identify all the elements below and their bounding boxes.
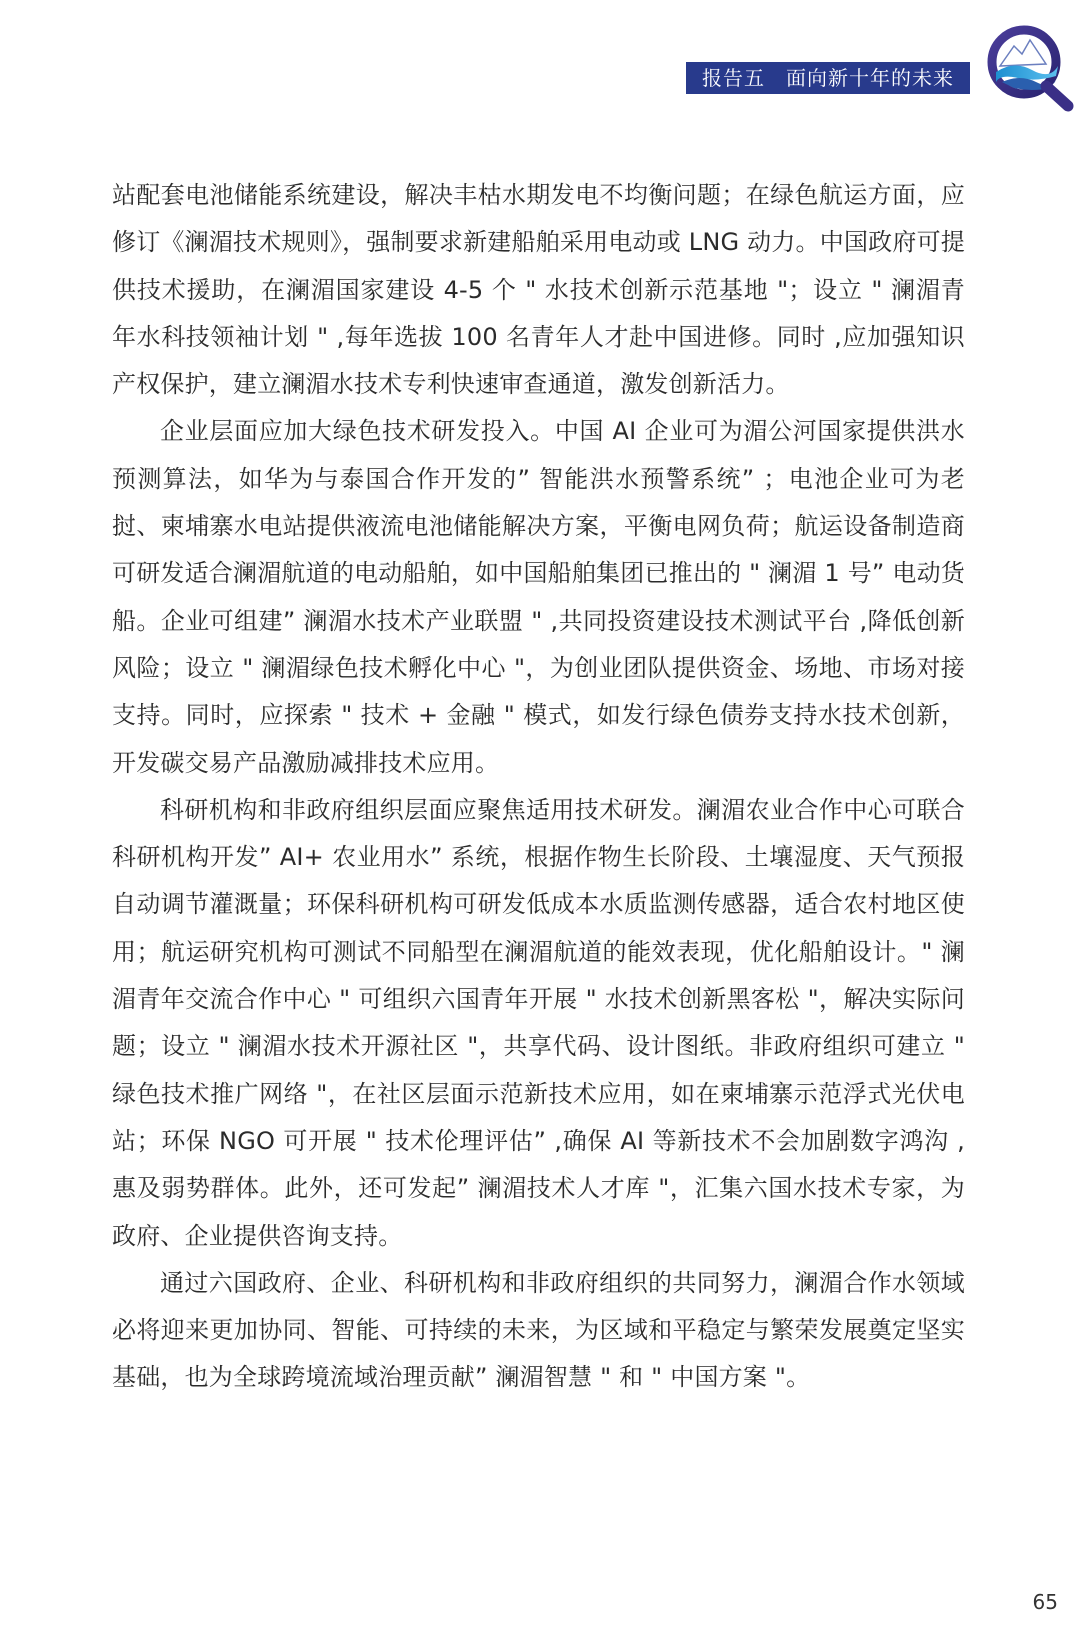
body-text: [112, 172, 965, 1402]
paragraph-research-ngo: 科研机构和非政府组织层面应聚焦适用技术研发。澜湄农业合作中心可联合科研机构开发” AI+ 农业用水” 系统，根据作物生长阶段、土壤湿度、天气预报自动调节灌溉量；环保科研机构可研发低成本水质监测传感器，适合农村地区使用；航运研究机构可测试不同船型在澜湄航道的能效表现，优化船舶设计。" 澜湄青年交流合作中心 " 可组织六国青年开展 " 水技术创新黑客松 "，解决实际问题；设立 " 澜湄水技术开源社区 "，共享代码、设计图纸。非政府组织可建立 " 绿色技术推广网络 "，在社区层面示范新技术应用，如在柬埔寨示范浮式光伏电站；环保 NGO 可开展 " 技术伦理评估” ,确保 AI 等新技术不会加剧数字鸿沟 ,惠及弱势群体。此外，还可发起” 澜湄技术人才库 "，汇集六国水技术专家，为政府、企业提供咨询支持。: [112, 795, 965, 1250]
magnifier-mountain-logo-icon: [984, 20, 1080, 116]
paragraph-continued: 站配套电池储能系统建设，解决丰枯水期发电不均衡问题；在绿色航运方面，应修订《澜湄技术规则》，强制要求新建船舶采用电动或 LNG 动力。中国政府可提供技术援助，在澜湄国家建设 4-5 个 " 水技术创新示范基地 "；设立 " 澜湄青年水科技领袖计划 " ,每年选拔 100 名青年人才赴中国进修。同时 ,应加强知识产权保护，建立澜湄水技术专利快速审查通道，激发创新活力。: [112, 181, 965, 399]
page-number: 65: [1032, 1590, 1058, 1614]
section-title-banner: 报告五 面向新十年的未来: [686, 62, 970, 94]
paragraph-conclusion: 通过六国政府、企业、科研机构和非政府组织的共同努力，澜湄合作水领域必将迎来更加协同、智能、可持续的未来，为区域和平稳定与繁荣发展奠定坚实基础，也为全球跨境流域治理贡献” 澜湄智慧 " 和 " 中国方案 "。: [112, 1268, 965, 1392]
page-header: [0, 0, 1080, 130]
paragraph-enterprise: 企业层面应加大绿色技术研发投入。中国 AI 企业可为湄公河国家提供洪水预测算法，如华为与泰国合作开发的” 智能洪水预警系统” ；电池企业可为老挝、柬埔寨水电站提供液流电池储能解决方案，平衡电网负荷；航运设备制造商可研发适合澜湄航道的电动船舶，如中国船舶集团已推出的 " 澜湄 1 号” 电动货船。企业可组建” 澜湄水技术产业联盟 " ,共同投资建设技术测试平台 ,降低创新风险；设立 " 澜湄绿色技术孵化中心 "，为创业团队提供资金、场地、市场对接支持。同时，应探索 " 技术 + 金融 " 模式，如发行绿色债券支持水技术创新，开发碳交易产品激励减排技术应用。: [112, 417, 965, 777]
